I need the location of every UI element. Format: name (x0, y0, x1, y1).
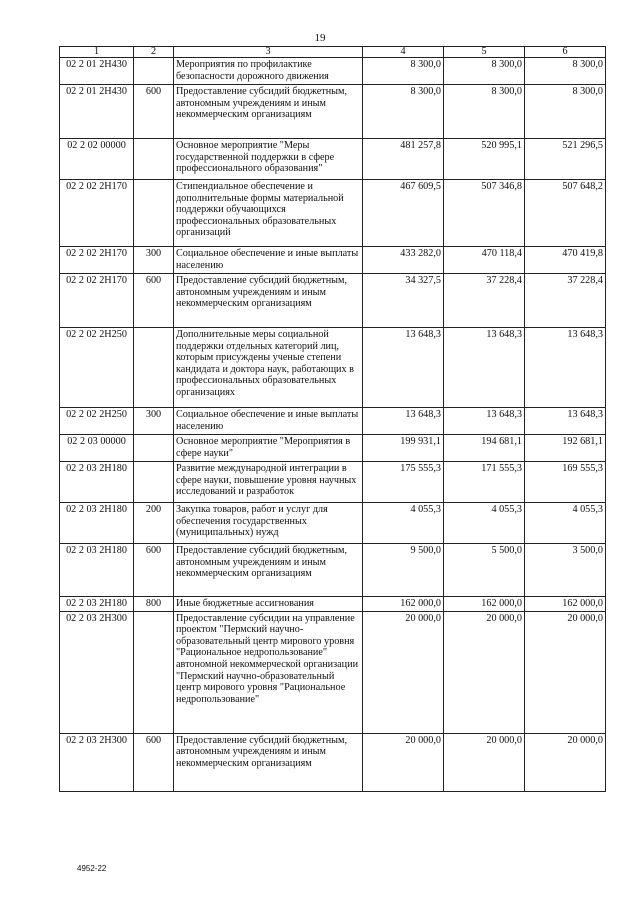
row-value-3: 13 648,3 (525, 328, 606, 408)
row-value-2: 8 300,0 (444, 85, 525, 139)
document-footer-code: 4952-22 (77, 864, 107, 873)
table-row (60, 435, 606, 462)
row-expense-type: 600 (134, 733, 174, 791)
row-value-1: 162 000,0 (363, 597, 444, 612)
table-row (60, 85, 606, 139)
table-row (60, 503, 606, 544)
column-header: 3 (174, 47, 363, 58)
row-code: 02 2 02 2Н250 (60, 408, 134, 435)
column-header: 6 (525, 47, 606, 58)
row-expense-type: 200 (134, 503, 174, 544)
row-value-2: 162 000,0 (444, 597, 525, 612)
row-code: 02 2 03 2Н300 (60, 733, 134, 791)
row-code: 02 2 02 00000 (60, 139, 134, 180)
row-name: Предоставление субсидий бюджетным, автономным учреждениям и иным некоммерческим организациям (174, 544, 363, 597)
row-value-3: 4 055,3 (525, 503, 606, 544)
row-name: Основное мероприятие "Мероприятия в сфере науки" (174, 435, 363, 462)
row-value-2: 4 055,3 (444, 503, 525, 544)
row-value-1: 8 300,0 (363, 58, 444, 85)
table-row (60, 328, 606, 408)
row-expense-type (134, 328, 174, 408)
row-value-2: 507 346,8 (444, 180, 525, 247)
row-name: Предоставление субсидий бюджетным, автономным учреждениям и иным некоммерческим организациям (174, 85, 363, 139)
row-value-3: 192 681,1 (525, 435, 606, 462)
row-code: 02 2 03 00000 (60, 435, 134, 462)
row-name: Предоставление субсидии на управление проектом "Пермский научно-образовательный центр мирового уровня "Рациональное недропользование" автономной некоммерческой организации "Пермский научно-образовательный центр мирового уровня "Рациональное недропользование" (174, 611, 363, 733)
column-header: 1 (60, 47, 134, 58)
row-value-3: 3 500,0 (525, 544, 606, 597)
row-value-2: 194 681,1 (444, 435, 525, 462)
row-value-2: 520 995,1 (444, 139, 525, 180)
row-code: 02 2 03 2Н180 (60, 503, 134, 544)
row-name: Предоставление субсидий бюджетным, автономным учреждениям и иным некоммерческим организациям (174, 274, 363, 328)
row-expense-type (134, 180, 174, 247)
row-expense-type (134, 58, 174, 85)
table-row (60, 733, 606, 791)
row-expense-type (134, 139, 174, 180)
row-code: 02 2 01 2Н430 (60, 85, 134, 139)
row-value-1: 175 555,3 (363, 462, 444, 503)
row-value-2: 5 500,0 (444, 544, 525, 597)
table-row (60, 180, 606, 247)
row-value-1: 13 648,3 (363, 328, 444, 408)
table-row (60, 247, 606, 274)
row-value-1: 481 257,8 (363, 139, 444, 180)
row-name: Социальное обеспечение и иные выплаты населению (174, 408, 363, 435)
table-row (60, 408, 606, 435)
row-code: 02 2 03 2Н180 (60, 597, 134, 612)
table-row (60, 597, 606, 612)
row-value-1: 13 648,3 (363, 408, 444, 435)
row-value-2: 37 228,4 (444, 274, 525, 328)
row-name: Мероприятия по профилактике безопасности дорожного движения (174, 58, 363, 85)
row-name: Социальное обеспечение и иные выплаты населению (174, 247, 363, 274)
table-row (60, 274, 606, 328)
row-code: 02 2 02 2Н170 (60, 180, 134, 247)
row-name: Основное мероприятие "Меры государственной поддержки в сфере профессионального образования" (174, 139, 363, 180)
table-row (60, 462, 606, 503)
budget-table (59, 46, 606, 792)
row-expense-type: 600 (134, 85, 174, 139)
page-number: 19 (314, 32, 326, 44)
row-value-1: 199 931,1 (363, 435, 444, 462)
table-row (60, 544, 606, 597)
row-value-3: 8 300,0 (525, 58, 606, 85)
row-value-3: 507 648,2 (525, 180, 606, 247)
table-row (60, 611, 606, 733)
row-expense-type: 300 (134, 247, 174, 274)
row-value-3: 470 419,8 (525, 247, 606, 274)
row-code: 02 2 02 2Н170 (60, 274, 134, 328)
row-value-2: 13 648,3 (444, 328, 525, 408)
column-header: 4 (363, 47, 444, 58)
row-value-2: 20 000,0 (444, 733, 525, 791)
table-row (60, 58, 606, 85)
row-code: 02 2 02 2Н250 (60, 328, 134, 408)
row-value-2: 20 000,0 (444, 611, 525, 733)
row-value-3: 8 300,0 (525, 85, 606, 139)
row-value-1: 20 000,0 (363, 733, 444, 791)
row-value-1: 9 500,0 (363, 544, 444, 597)
row-value-1: 467 609,5 (363, 180, 444, 247)
row-value-1: 34 327,5 (363, 274, 444, 328)
row-value-2: 13 648,3 (444, 408, 525, 435)
row-expense-type: 800 (134, 597, 174, 612)
row-value-1: 433 282,0 (363, 247, 444, 274)
row-code: 02 2 02 2Н170 (60, 247, 134, 274)
row-name: Стипендиальное обеспечение и дополнительные формы материальной поддержки обучающихся профессиональных образовательных организаций (174, 180, 363, 247)
row-expense-type (134, 435, 174, 462)
column-header: 2 (134, 47, 174, 58)
row-name: Предоставление субсидий бюджетным, автономным учреждениям и иным некоммерческим организациям (174, 733, 363, 791)
row-value-2: 171 555,3 (444, 462, 525, 503)
row-value-3: 13 648,3 (525, 408, 606, 435)
column-header: 5 (444, 47, 525, 58)
table-header-row (60, 47, 606, 58)
row-name: Иные бюджетные ассигнования (174, 597, 363, 612)
row-code: 02 2 03 2Н180 (60, 462, 134, 503)
row-value-3: 20 000,0 (525, 611, 606, 733)
row-expense-type: 600 (134, 544, 174, 597)
row-value-2: 8 300,0 (444, 58, 525, 85)
table-row (60, 139, 606, 180)
row-code: 02 2 03 2Н180 (60, 544, 134, 597)
row-value-2: 470 118,4 (444, 247, 525, 274)
row-value-3: 162 000,0 (525, 597, 606, 612)
row-expense-type (134, 462, 174, 503)
row-expense-type (134, 611, 174, 733)
row-value-3: 521 296,5 (525, 139, 606, 180)
row-code: 02 2 01 2Н430 (60, 58, 134, 85)
row-expense-type: 600 (134, 274, 174, 328)
row-value-1: 4 055,3 (363, 503, 444, 544)
row-name: Закупка товаров, работ и услуг для обеспечения государственных (муниципальных) нужд (174, 503, 363, 544)
row-value-3: 169 555,3 (525, 462, 606, 503)
row-name: Дополнительные меры социальной поддержки отдельных категорий лиц, которым присуждены ученые степени кандидата и доктора наук, работающих в профессиональных образовательных организациях (174, 328, 363, 408)
row-value-1: 8 300,0 (363, 85, 444, 139)
row-value-1: 20 000,0 (363, 611, 444, 733)
row-value-3: 20 000,0 (525, 733, 606, 791)
row-code: 02 2 03 2Н300 (60, 611, 134, 733)
row-value-3: 37 228,4 (525, 274, 606, 328)
row-name: Развитие международной интеграции в сфере науки, повышение уровня научных исследований и разработок (174, 462, 363, 503)
row-expense-type: 300 (134, 408, 174, 435)
